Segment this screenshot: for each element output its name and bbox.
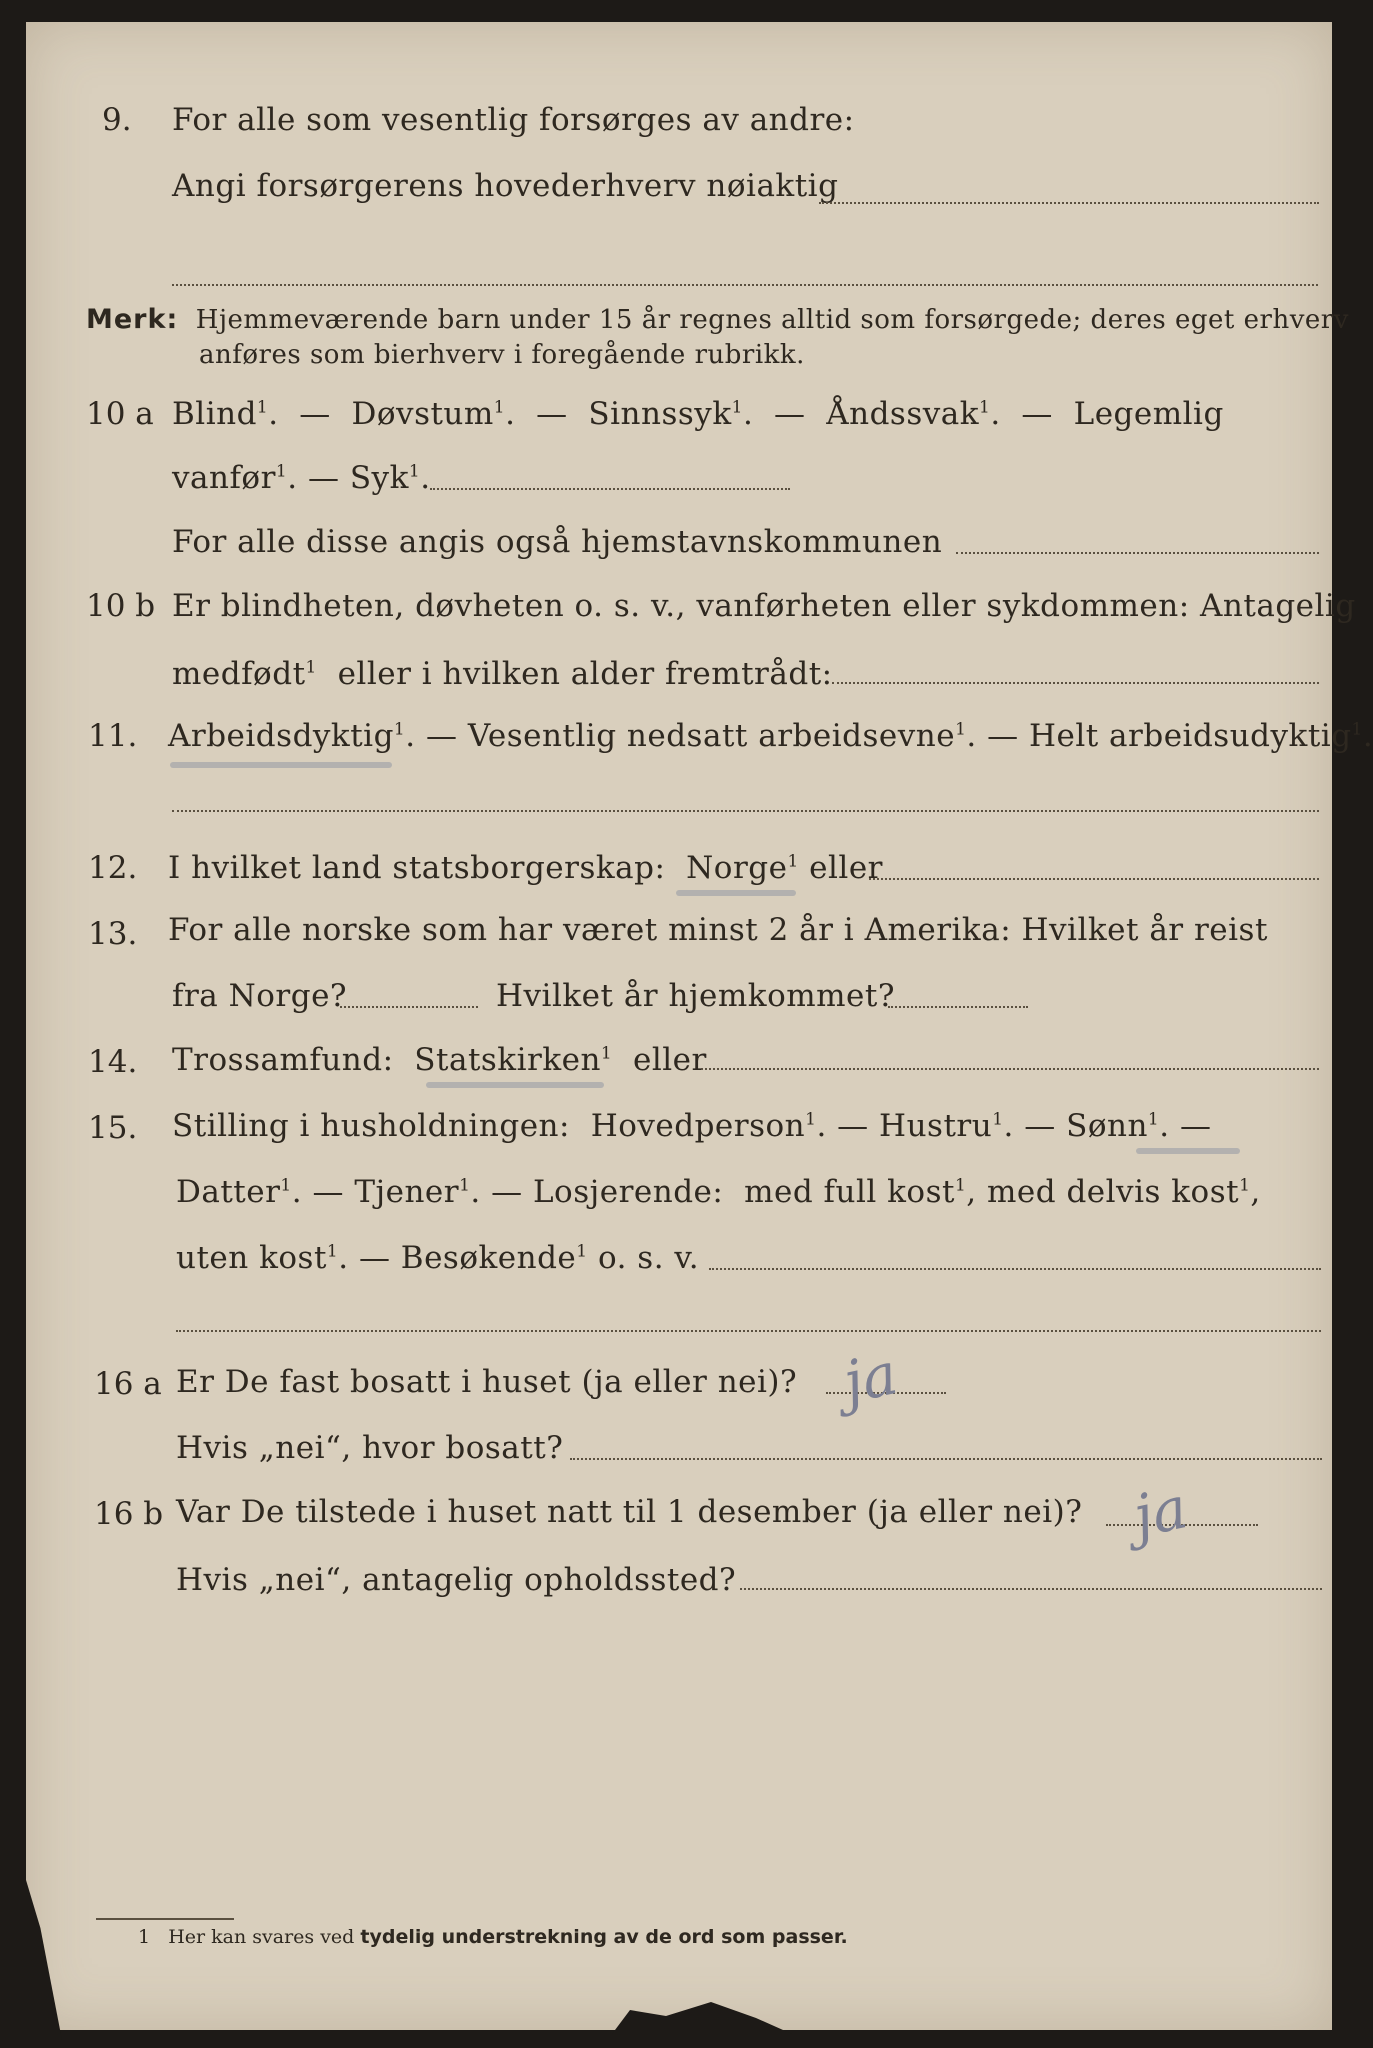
q11-number: 11. (88, 718, 138, 754)
q12-line: I hvilket land statsborgerskap: Norge$^1$ eller (168, 850, 883, 886)
q10a-andssvak[interactable]: Åndssvak (826, 396, 980, 432)
q10b-alder: eller i hvilken alder fremtrådt: (337, 656, 833, 692)
q10a-answer-line[interactable] (430, 488, 790, 490)
q15-fullkost[interactable]: med full kost (744, 1174, 955, 1210)
footnote (138, 1926, 848, 1948)
q15-label: Stilling i husholdningen: (172, 1108, 570, 1144)
q15-answer-line2[interactable] (176, 1330, 1321, 1332)
q9-answer-line[interactable] (819, 202, 1319, 204)
q12-answer-line[interactable] (869, 878, 1319, 880)
q10a-sinnssyk[interactable]: Sinnssyk (588, 396, 732, 432)
footnote-bold: tydelig understrekning av de ord som passer. (360, 1926, 848, 1948)
merk-line1: Hjemmeværende barn under 15 år regnes alltid som forsørgede; deres eget erhverv (195, 305, 1349, 335)
q15-datter[interactable]: Datter (176, 1174, 281, 1210)
q15-delvis[interactable]: med delvis kost (987, 1174, 1240, 1210)
q10a-hjemstavn-line[interactable] (956, 552, 1319, 554)
merk-line2: anføres som bierhverv i foregående rubrikk. (199, 340, 805, 370)
q14-pencil-underline (426, 1082, 604, 1088)
q10a-blind[interactable]: Blind (172, 396, 257, 432)
merk-label: Merk: (86, 304, 179, 335)
footnote-mark: 1 (138, 1926, 151, 1948)
q14-eller: eller (632, 1042, 707, 1078)
q10b-line2: medfødt$^1$ eller i hvilken alder fremtrådt: (172, 656, 833, 692)
q11-pencil-underline (170, 762, 392, 768)
q15-number: 15. (88, 1110, 138, 1146)
census-form-page (26, 22, 1373, 2030)
q10a-legemlig[interactable]: Legemlig (1073, 396, 1224, 432)
q10a-number: 10 a (86, 396, 154, 432)
q14-line: Trossamfund: Statskirken$^1$ eller (172, 1042, 707, 1078)
q10b-number: 10 b (86, 588, 156, 624)
q16b-line2: Hvis „nei“, antagelig opholdssted? (176, 1562, 737, 1598)
q13-line1: For alle norske som har været minst 2 år i Amerika: Hvilket år reist (168, 912, 1268, 948)
merk-note (86, 304, 1349, 335)
q12-pencil-underline (676, 890, 796, 896)
q12-norge[interactable]: Norge (686, 850, 788, 886)
q16a-line2: Hvis „nei“, hvor bosatt? (176, 1430, 564, 1466)
q11-line: Arbeidsdyktig$^1$. — Vesentlig nedsatt arbeidsevne$^1$. — Helt arbeidsudyktig$^1$. (168, 718, 1373, 754)
q13-hjem-line[interactable] (888, 1006, 1028, 1008)
q10a-line1: Blind$^1$. — Døvstum$^1$. — Sinnssyk$^1$. — Åndssvak$^1$. — Legemlig (172, 396, 1224, 432)
q15-line1: Stilling i husholdningen: Hovedperson$^1$. — Hustru$^1$. — Sønn$^1$. — (172, 1108, 1212, 1144)
q16b-line1: Var De tilstede i huset natt til 1 desember (ja eller nei)? (176, 1494, 1083, 1530)
q13-line2 (172, 978, 347, 1014)
q10a-vanfor[interactable]: vanfør (172, 460, 276, 496)
q13-hjem: Hvilket år hjemkommet? (496, 978, 895, 1014)
q15-besokende[interactable]: Besøkende (400, 1240, 577, 1276)
q14-label: Trossamfund: (172, 1042, 394, 1078)
q11-arbeidsdyktig[interactable]: Arbeidsdyktig (168, 718, 394, 754)
q16b-handwritten-answer: ja (1127, 1473, 1194, 1551)
q15-osv: o. s. v. (597, 1240, 700, 1276)
q11-helt[interactable]: Helt arbeidsudyktig (1028, 718, 1352, 754)
q15-losjerende: Losjerende: (532, 1174, 724, 1210)
q12-text: I hvilket land statsborgerskap: (168, 850, 666, 886)
q16a-bosatt-line[interactable] (570, 1458, 1322, 1460)
q12-number: 12. (88, 850, 138, 886)
q14-number: 14. (88, 1044, 138, 1080)
q9-line2: Angi forsørgerens hovederhverv nøiaktig (172, 168, 839, 204)
q10b-medfodt[interactable]: medfødt (172, 656, 306, 692)
q9-line1: For alle som vesentlig forsørges av andre: (172, 102, 855, 138)
q10b-line1: Er blindheten, døvheten o. s. v., vanførheten eller sykdommen: Antagelig (172, 588, 1356, 624)
q16a-handwritten-answer: ja (837, 1339, 904, 1417)
q9-answer-line2[interactable] (172, 284, 1318, 286)
q11-vesentlig[interactable]: Vesentlig nedsatt arbeidsevne (467, 718, 956, 754)
q15-pencil-underline (1136, 1148, 1240, 1154)
q12-eller: eller (809, 850, 883, 886)
q15-uten[interactable]: uten kost (176, 1240, 327, 1276)
q10a-syk[interactable]: Syk (349, 460, 409, 496)
q15-answer-line[interactable] (709, 1268, 1321, 1270)
q14-answer-line[interactable] (701, 1068, 1319, 1070)
q10a-dovstum[interactable]: Døvstum (351, 396, 494, 432)
q13-fra-line[interactable] (340, 1006, 478, 1008)
q16a-number: 16 a (94, 1366, 162, 1402)
q14-statskirken[interactable]: Statskirken (414, 1042, 601, 1078)
q15-sonn[interactable]: Sønn (1066, 1108, 1148, 1144)
q10a-line3: For alle disse angis også hjemstavnskommunen (172, 524, 943, 560)
q13-number: 13. (88, 916, 138, 952)
footnote-plain: Her kan svares ved (168, 1926, 355, 1948)
q15-hustru[interactable]: Hustru (879, 1108, 993, 1144)
q15-line2: Datter$^1$. — Tjener$^1$. — Losjerende: med full kost$^1$, med delvis kost$^1$, (176, 1174, 1261, 1210)
q15-hovedperson[interactable]: Hovedperson (590, 1108, 806, 1144)
q11-answer-line[interactable] (172, 810, 1319, 812)
q10a-line2: vanfør$^1$. — Syk$^1$. (172, 460, 431, 496)
q13-fra: fra Norge? (172, 978, 348, 1014)
q10b-answer-line[interactable] (832, 682, 1319, 684)
q16a-line1: Er De fast bosatt i huset (ja eller nei)? (176, 1364, 798, 1400)
q16b-number: 16 b (94, 1496, 164, 1532)
q15-line3: uten kost$^1$. — Besøkende$^1$ o. s. v. (176, 1240, 700, 1276)
q15-tjener[interactable]: Tjener (354, 1174, 460, 1210)
q16b-opholdssted-line[interactable] (740, 1588, 1322, 1590)
footnote-rule (96, 1918, 234, 1920)
q9-number: 9. (102, 102, 132, 138)
